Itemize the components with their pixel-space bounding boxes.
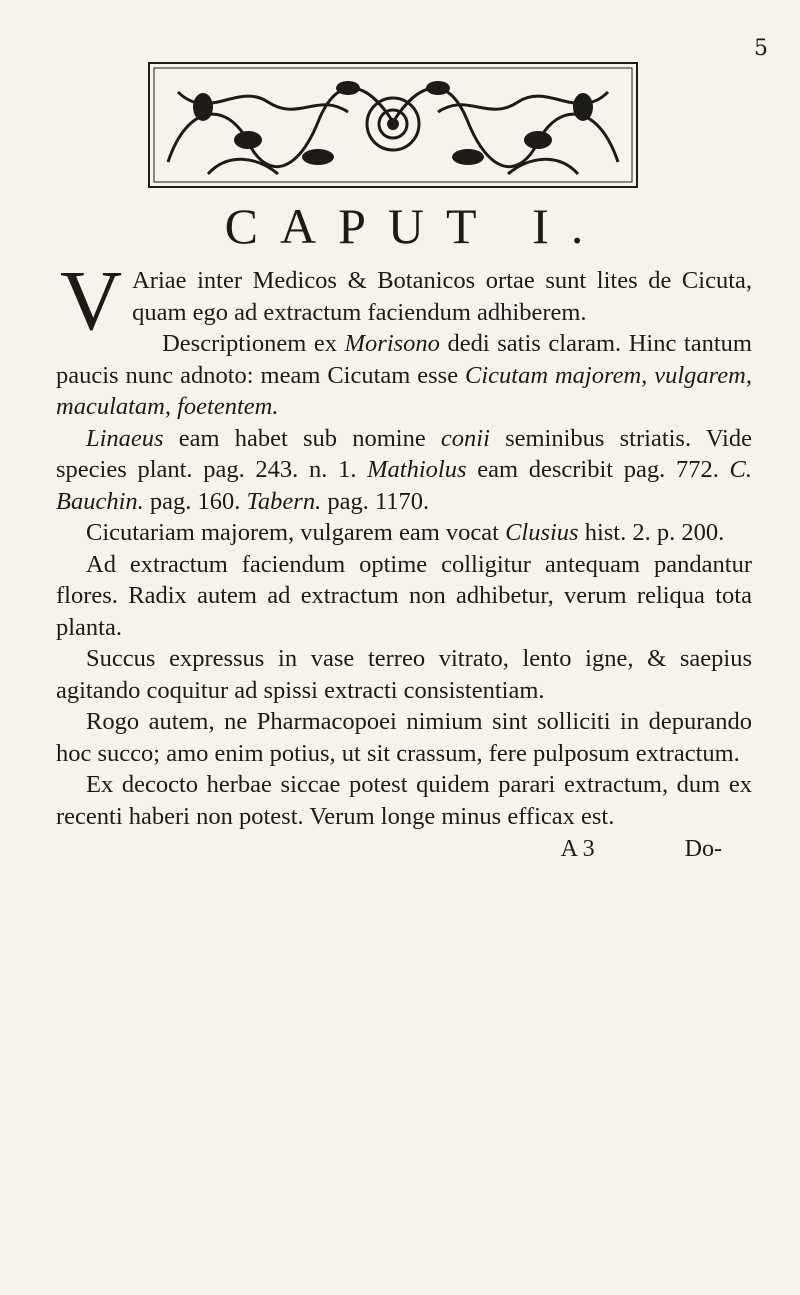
- paragraph-4: Cicutariam majorem, vulgarem eam vocat Clusius hist. 2. p. 200.: [86, 519, 725, 546]
- paragraph-1: V Ariae inter Medicos & Botanicos ortae sunt lites de Cicuta, quam ego ad extractum faciendum adhiberem.: [60, 252, 752, 348]
- body-text: [56, 252, 752, 866]
- paragraph-2: Descriptionem ex Morisono dedi satis claram. Hinc tantum paucis nunc adnoto: meam Cicutam esse Cicutam majorem, vulgarem, maculatam, foetentem.: [56, 330, 752, 420]
- chapter-title: CAPUT I.: [224, 198, 606, 254]
- catchline: [56, 834, 752, 866]
- page-number: 5: [754, 36, 768, 61]
- drop-cap: V: [60, 252, 123, 348]
- signature-mark: A 3: [560, 836, 595, 862]
- paragraph-7: Rogo autem, ne Pharmacopoei nimium sint solliciti in depurando hoc succo; amo enim potius, ut sit crassum, fere pulposum extractum.: [56, 708, 752, 767]
- paragraph-8: Ex decocto herbae siccae potest quidem parari extractum, dum ex recenti haberi non potest. Verum longe minus efficax est.: [56, 771, 752, 830]
- paragraph-3: Linaeus eam habet sub nomine conii seminibus striatis. Vide species plant. pag. 243. n. 1. Mathiolus eam describit pag. 772. C. Bauchin. pag. 160. Tabern. pag. 1170.: [56, 424, 752, 515]
- paragraph-6: Succus expressus in vase terreo vitrato, lento igne, & saepius agitando coquitur ad spissi extracti consistentiam.: [56, 645, 752, 704]
- catchword: Do-: [684, 836, 722, 862]
- headpiece-ornament: [148, 62, 638, 188]
- paragraph-5: Ad extractum faciendum optime colligitur antequam pandantur flores. Radix autem ad extractum non adhibetur, verum reliqua tota planta.: [56, 550, 752, 641]
